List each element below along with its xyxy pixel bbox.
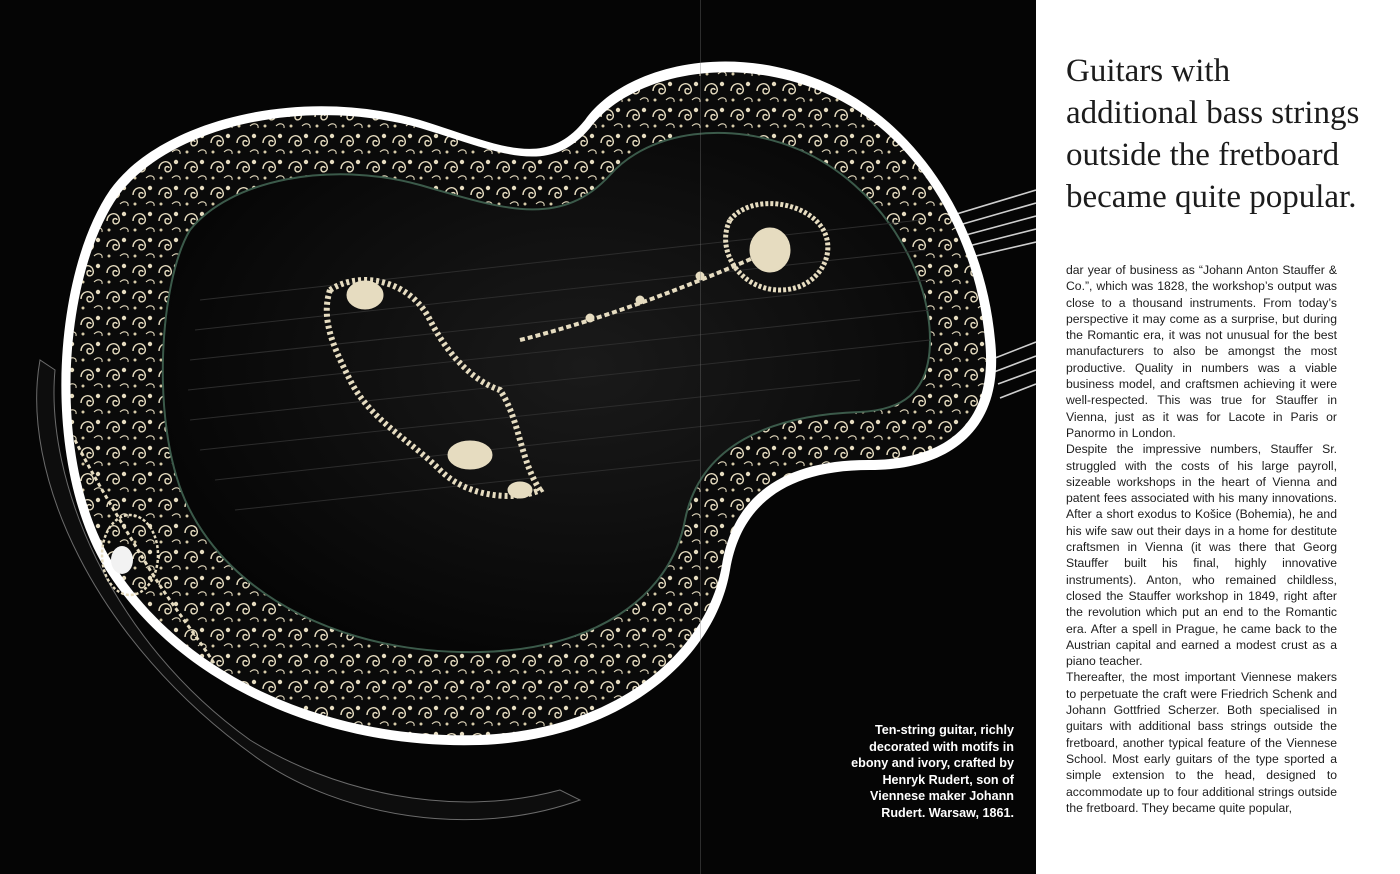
body-paragraph: dar year of business as “Johann Anton Stauffer & Co.”, which was 1828, the workshop’s output was close to a thousand instruments. From today’s perspective it may come as a surprise, but during the Romantic era, it was not unusual for the best manufacturers to also be amongst the most productive. Quality in numbers was a viable business model, and craftsmen achieving it were well-respected. This was true for Stauffer in Vienna, just as it was for Lacote in Paris or Panormo in London. — [1066, 263, 1337, 440]
photo-caption: Ten-string guitar, richly decorated with motifs in ebony and ivory, crafted by Henryk Rudert, son of Viennese maker Johann Rudert. Warsaw, 1861. — [851, 723, 1014, 820]
page-headline: Guitars with additional bass strings outside the fretboard became quite popular. — [1066, 53, 1360, 215]
body-copy — [1066, 262, 1337, 816]
body-paragraph: Thereafter, the most important Viennese makers to perpetuate the craft were Friedrich Schenk and Johann Gottfried Scherzer. Both specialised in guitars with additional bass strings outside the fretboard, another typical feature of the Viennese School. Most early guitars of the type sported a simple extension to the head, designed to accommodate up to four additional strings outside the fretboard. They became quite popular, — [1066, 670, 1337, 815]
text-column — [1036, 0, 1400, 874]
body-paragraph: Despite the impressive numbers, Stauffer Sr. struggled with the costs of his large payroll, sizeable workshops in the heart of Vienna and patent fees associated with his many innovations. After a short exodus to Košice (Bohemia), he and his wife saw out their days in a home for destitute craftsmen in Vienna (it was there that Georg Stauffer built his final, highly innovative instruments). Anton, who remained childless, closed the Stauffer workshop in 1849, right after the revolution which put an end to the Romantic era. After a spell in Prague, he came back to the Austrian capital and earned a modest crust as a piano teacher. — [1066, 442, 1337, 669]
page-gutter — [700, 0, 701, 874]
strap-button — [111, 546, 133, 574]
